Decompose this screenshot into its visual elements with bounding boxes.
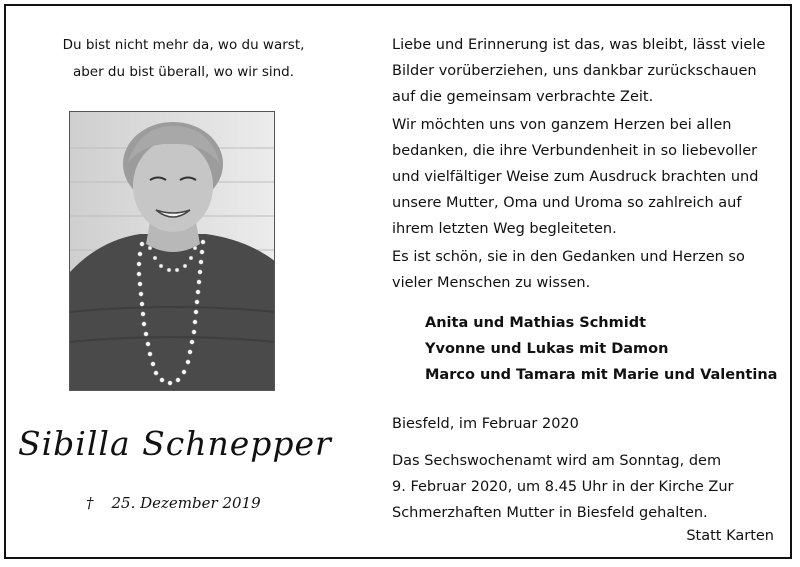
family-name: Yvonne und Lukas mit Damon (425, 341, 669, 357)
text-line: Schmerzhaften Mutter in Biesfeld gehalten. (392, 505, 708, 521)
deceased-name: Sibilla Schnepper (18, 424, 332, 463)
obituary-card (4, 4, 792, 559)
death-date-line (86, 494, 261, 512)
text-line: Wir möchten uns von ganzem Herzen bei allen (392, 117, 732, 133)
paragraph-thanks (392, 112, 784, 242)
family-name: Marco und Tamara mit Marie und Valentina (425, 367, 778, 383)
text-line: vieler Menschen zu wissen. (392, 275, 591, 291)
text-line: unsere Mutter, Oma und Uroma so zahlreich auf (392, 195, 742, 211)
paragraph-closing (392, 244, 784, 296)
text-line: bedanken, die ihre Verbundenheit in so liebevoller (392, 143, 758, 159)
service-announcement (392, 448, 784, 526)
text-line: Es ist schön, sie in den Gedanken und Herzen so (392, 249, 745, 265)
statt-karten-note: Statt Karten (686, 528, 774, 544)
cross-icon: † (86, 494, 94, 512)
right-column (392, 6, 784, 557)
family-name: Anita und Mathias Schmidt (425, 315, 647, 331)
paragraph-remembrance (392, 32, 784, 110)
motto (6, 32, 361, 86)
motto-line: aber du bist überall, wo wir sind. (72, 64, 295, 80)
text-line: Liebe und Erinnerung ist das, was bleibt, lässt viele (392, 37, 766, 53)
portrait-photo (69, 111, 275, 391)
motto-line: Du bist nicht mehr da, wo du warst, (62, 37, 305, 53)
family-names (425, 310, 777, 388)
text-line: auf die gemeinsam verbrachte Zeit. (392, 89, 654, 105)
text-line: 9. Februar 2020, um 8.45 Uhr in der Kirche Zur (392, 479, 734, 495)
text-line: und vielfältiger Weise zum Ausdruck brachten und (392, 169, 759, 185)
place-date: Biesfeld, im Februar 2020 (392, 416, 579, 432)
text-line: Bilder vorüberziehen, uns dankbar zurückschauen (392, 63, 757, 79)
death-date: 25. Dezember 2019 (111, 494, 261, 512)
left-column (6, 6, 376, 557)
text-line: Das Sechswochenamt wird am Sonntag, dem (392, 453, 722, 469)
text-line: ihrem letzten Weg begleiteten. (392, 221, 617, 237)
